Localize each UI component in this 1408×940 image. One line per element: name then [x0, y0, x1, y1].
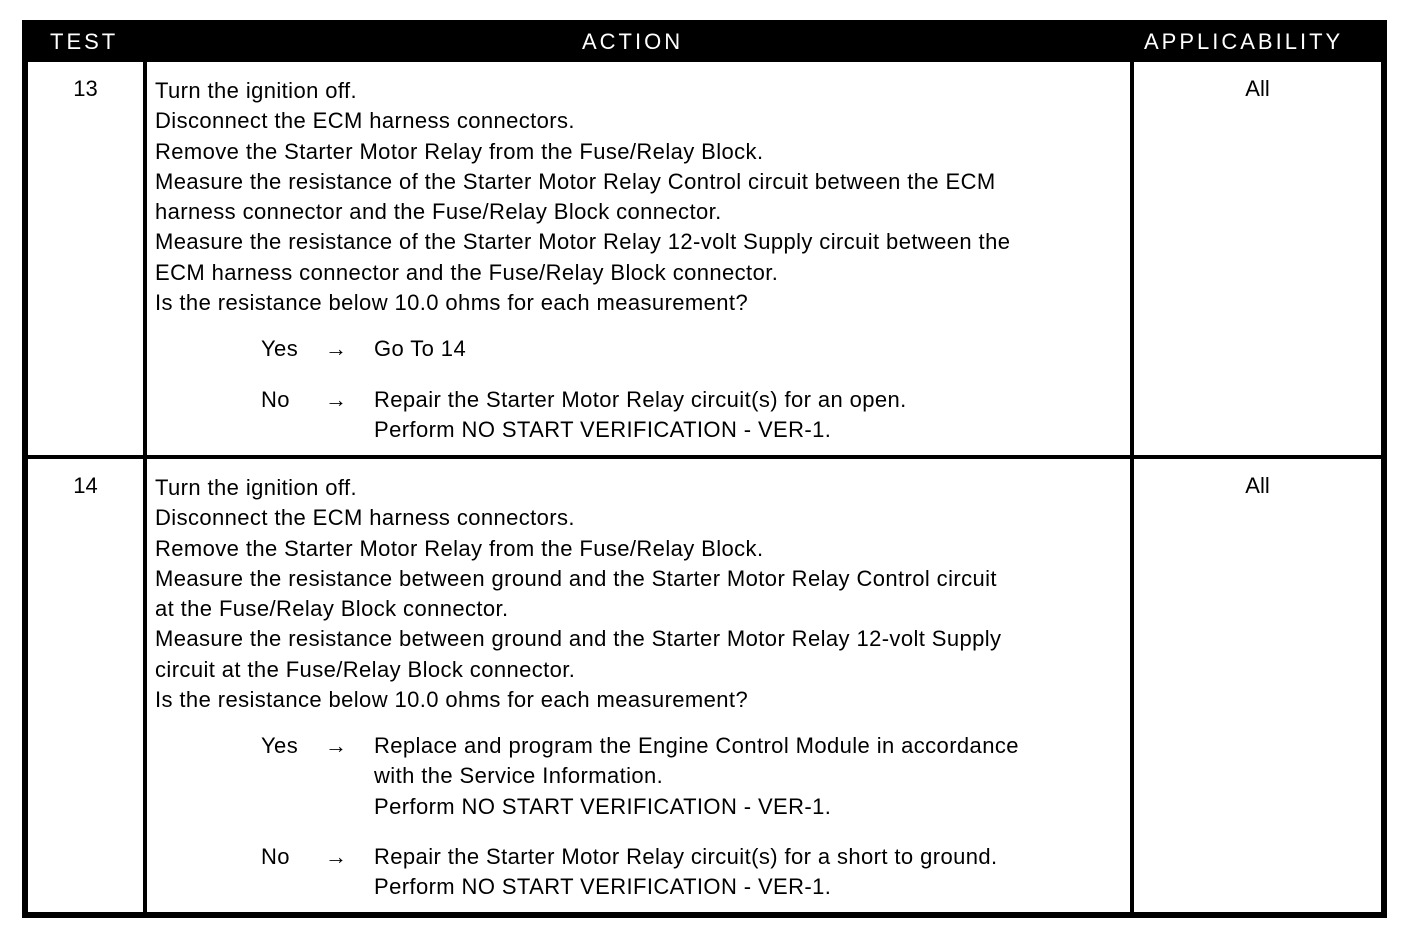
- applicability-cell: [1134, 62, 1381, 455]
- yes-label: Yes: [261, 733, 299, 758]
- result-line: Go To 14: [374, 336, 467, 361]
- step-line: ECM harness connector and the Fuse/Relay Block connector.: [155, 259, 779, 285]
- question-line: Is the resistance below 10.0 ohms for each measurement?: [155, 290, 749, 316]
- action-steps: [155, 473, 1125, 715]
- header-test: TEST: [50, 29, 119, 54]
- result-line: with the Service Information.: [374, 763, 664, 789]
- result-line: Repair the Starter Motor Relay circuit(s) for a short to ground.: [374, 844, 998, 869]
- step-line: Measure the resistance between ground and the Starter Motor Relay Control circuit: [155, 565, 997, 591]
- arrow-right-icon: →: [325, 733, 348, 758]
- no-label: No: [261, 387, 290, 412]
- table-header: [22, 20, 1387, 62]
- step-line: Measure the resistance of the Starter Motor Relay 12-volt Supply circuit between the: [155, 229, 1011, 255]
- test-number: 14: [73, 473, 98, 498]
- step-line: at the Fuse/Relay Block connector.: [155, 596, 509, 622]
- no-result: [374, 385, 907, 446]
- arrow-right-icon: →: [325, 844, 348, 869]
- action-steps: [155, 76, 1125, 318]
- result-line: Perform NO START VERIFICATION - VER-1.: [374, 874, 832, 900]
- arrow-right-icon: →: [325, 387, 348, 412]
- yes-result: [374, 731, 1019, 822]
- applicability-value: All: [1245, 76, 1270, 101]
- step-line: Remove the Starter Motor Relay from the Fuse/Relay Block.: [155, 138, 764, 164]
- step-line: harness connector and the Fuse/Relay Block connector.: [155, 199, 722, 225]
- action-cell: [147, 62, 1130, 455]
- action-cell: [147, 459, 1130, 912]
- step-line: Disconnect the ECM harness connectors.: [155, 108, 575, 134]
- step-line: Measure the resistance between ground and the Starter Motor Relay 12-volt Supply: [155, 626, 1002, 652]
- result-line: Perform NO START VERIFICATION - VER-1.: [374, 793, 832, 819]
- question-line: Is the resistance below 10.0 ohms for each measurement?: [155, 687, 749, 713]
- header-action: ACTION: [582, 29, 684, 54]
- yes-label: Yes: [261, 336, 299, 361]
- step-line: Turn the ignition off.: [155, 475, 358, 500]
- yes-result: [374, 334, 466, 364]
- applicability-cell: [1134, 459, 1381, 912]
- table-row: [28, 62, 1381, 455]
- step-line: Disconnect the ECM harness connectors.: [155, 505, 575, 531]
- diagnostic-test-table: [22, 20, 1387, 918]
- header-applicability: APPLICABILITY: [1144, 29, 1344, 54]
- step-line: Turn the ignition off.: [155, 78, 358, 103]
- result-line: Replace and program the Engine Control Module in accordance: [374, 733, 1019, 758]
- applicability-value: All: [1245, 473, 1270, 498]
- step-line: circuit at the Fuse/Relay Block connector.: [155, 656, 576, 682]
- result-line: Repair the Starter Motor Relay circuit(s) for an open.: [374, 387, 907, 412]
- no-result: [374, 842, 998, 903]
- test-number: 13: [73, 76, 98, 101]
- test-number-cell: [28, 459, 143, 912]
- test-number-cell: [28, 62, 143, 455]
- result-line: Perform NO START VERIFICATION - VER-1.: [374, 417, 832, 443]
- step-line: Measure the resistance of the Starter Motor Relay Control circuit between the ECM: [155, 168, 996, 194]
- table-row: [28, 459, 1381, 912]
- step-line: Remove the Starter Motor Relay from the Fuse/Relay Block.: [155, 535, 764, 561]
- arrow-right-icon: →: [325, 336, 348, 361]
- no-label: No: [261, 844, 290, 869]
